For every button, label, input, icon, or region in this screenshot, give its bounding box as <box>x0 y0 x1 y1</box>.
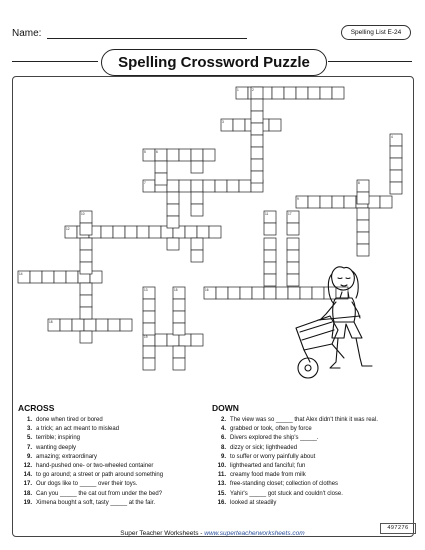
crossword-cell[interactable] <box>80 223 92 235</box>
crossword-cell[interactable] <box>357 192 369 204</box>
crossword-cell[interactable] <box>173 323 185 335</box>
clue-text: The view was so _____ that Alex didn't think it was real. <box>230 417 378 423</box>
crossword-cell[interactable] <box>296 87 308 99</box>
clue-number-label: 11 <box>265 212 269 216</box>
crossword-cell[interactable] <box>167 149 179 161</box>
crossword-cell[interactable] <box>80 250 92 262</box>
crossword-cell[interactable] <box>251 111 263 123</box>
crossword-cell[interactable] <box>228 287 240 299</box>
down-heading: DOWN <box>212 403 239 413</box>
clue-number-label: 13 <box>144 288 148 292</box>
crossword-cell[interactable] <box>72 319 84 331</box>
crossword-cell[interactable] <box>380 196 392 208</box>
clue-text: wanting deeply <box>36 444 77 451</box>
girl-pushing-wheelbarrow-illustration <box>286 258 396 388</box>
crossword-cell[interactable] <box>215 180 227 192</box>
clue-number-label: 17 <box>288 212 292 216</box>
crossword-cell[interactable] <box>203 180 215 192</box>
crossword-cell[interactable] <box>137 226 149 238</box>
crossword-cell[interactable] <box>84 319 96 331</box>
crossword-cell[interactable] <box>113 226 125 238</box>
crossword-cell[interactable] <box>173 299 185 311</box>
clue-number: 10. <box>217 463 226 470</box>
crossword-cell[interactable] <box>320 87 332 99</box>
across-clue <box>18 425 163 434</box>
clue-text: grabbed or took, often by force <box>230 426 312 433</box>
crossword-cell[interactable] <box>308 196 320 208</box>
clue-text: dizzy or sick; lightheaded <box>230 444 298 451</box>
crossword-cell[interactable] <box>390 146 402 158</box>
crossword-cell[interactable] <box>203 149 215 161</box>
clue-number-label: 1 <box>237 88 239 92</box>
clue-number: 6. <box>220 435 226 442</box>
crossword-cell[interactable] <box>167 204 179 216</box>
down-clue <box>212 416 378 425</box>
crossword-cell[interactable] <box>191 180 203 192</box>
crossword-cell[interactable] <box>149 226 161 238</box>
crossword-cell[interactable] <box>251 123 263 135</box>
clue-number: 1. <box>26 417 32 423</box>
name-label: Name: <box>12 28 42 39</box>
crossword-cell[interactable] <box>179 180 191 192</box>
footer <box>0 530 425 537</box>
crossword-cell[interactable] <box>251 159 263 171</box>
crossword-cell[interactable] <box>101 226 113 238</box>
crossword-cell[interactable] <box>227 180 239 192</box>
across-clue <box>18 453 163 462</box>
crossword-cell[interactable] <box>167 192 179 204</box>
clue-text: Our dogs like to _____ over their toys. <box>36 481 138 488</box>
crossword-cell[interactable] <box>233 119 245 131</box>
crossword-cell[interactable] <box>30 271 42 283</box>
crossword-cell[interactable] <box>167 180 179 192</box>
down-clue <box>212 425 378 434</box>
clue-number-label: 16 <box>205 288 209 292</box>
clue-number: 12. <box>23 463 32 470</box>
crossword-cell[interactable] <box>368 196 380 208</box>
clue-number-label: 9 <box>297 197 299 201</box>
crossword-cell[interactable] <box>191 238 203 250</box>
crossword-cell[interactable] <box>269 119 281 131</box>
across-clue <box>18 499 163 508</box>
crossword-cell[interactable] <box>173 311 185 323</box>
down-clue <box>212 434 378 443</box>
crossword-cell[interactable] <box>191 149 203 161</box>
crossword-cell[interactable] <box>143 299 155 311</box>
clue-number: 15. <box>217 490 226 497</box>
crossword-cell[interactable] <box>143 358 155 370</box>
clue-number-label: 4 <box>391 135 393 139</box>
clue-number-label: 19 <box>144 335 148 339</box>
crossword-cell[interactable] <box>143 346 155 358</box>
clue-number: 2. <box>220 417 226 423</box>
clue-text: to suffer or worry painfully about <box>230 453 316 460</box>
across-clue <box>18 434 163 443</box>
clue-text: Ximena bought a soft, tasty _____ at the fair. <box>36 499 156 506</box>
crossword-cell[interactable] <box>308 87 320 99</box>
clue-number-label: 18 <box>49 320 53 324</box>
crossword-cell[interactable] <box>287 238 299 250</box>
clue-text: to go around; a street or path around something <box>36 472 164 479</box>
crossword-cell[interactable] <box>60 319 72 331</box>
crossword-cell[interactable] <box>191 161 203 173</box>
crossword-cell[interactable] <box>173 358 185 370</box>
crossword-cell[interactable] <box>80 295 92 307</box>
page-title: Spelling Crossword Puzzle <box>101 49 327 76</box>
crossword-cell[interactable] <box>287 223 299 235</box>
crossword-cell[interactable] <box>251 135 263 147</box>
footer-brand: Super Teacher Worksheets <box>120 530 199 537</box>
crossword-cell[interactable] <box>357 232 369 244</box>
across-clue <box>18 490 163 499</box>
crossword-cell[interactable] <box>240 287 252 299</box>
clue-text: Can you _____ the cat out from under the bed? <box>36 490 163 497</box>
footer-url-link[interactable]: www.superteacherworksheets.com <box>204 530 305 537</box>
crossword-cell[interactable] <box>80 307 92 319</box>
clue-text: free-standing closet; collection of clothes <box>230 481 339 488</box>
clue-number: 17. <box>23 481 32 488</box>
crossword-cell[interactable] <box>80 238 92 250</box>
crossword-cell[interactable] <box>143 311 155 323</box>
crossword-cell[interactable] <box>191 192 203 204</box>
crossword-cell[interactable] <box>251 171 263 183</box>
crossword-cell[interactable] <box>54 271 66 283</box>
clue-number: 16. <box>217 499 226 506</box>
clue-number-label: 15 <box>174 288 178 292</box>
crossword-cell[interactable] <box>357 220 369 232</box>
crossword-cell[interactable] <box>332 87 344 99</box>
crossword-cell[interactable] <box>390 182 402 194</box>
down-clue <box>212 490 378 499</box>
clue-text: amazing; extraordinary <box>36 453 98 460</box>
clue-number-label: 14 <box>19 272 23 276</box>
crossword-cell[interactable] <box>320 196 332 208</box>
clue-number-label: 3 <box>222 120 224 124</box>
clue-number: 14. <box>23 472 32 479</box>
crossword-cell[interactable] <box>191 250 203 262</box>
crossword-cell[interactable] <box>191 204 203 216</box>
clue-number: 5. <box>26 435 32 442</box>
down-clue-list <box>212 416 378 508</box>
across-clue <box>18 462 163 471</box>
crossword-cell[interactable] <box>167 238 179 250</box>
clue-text: creamy food made from milk <box>230 472 306 479</box>
crossword-cell[interactable] <box>357 208 369 220</box>
clue-number: 9. <box>220 453 226 460</box>
crossword-cell[interactable] <box>264 223 276 235</box>
clue-number: 3. <box>26 426 32 433</box>
clue-number: 18. <box>23 490 32 497</box>
crossword-cell[interactable] <box>155 173 167 185</box>
down-clue <box>212 444 378 453</box>
clue-text: looked at steadily <box>230 499 277 506</box>
clue-number: 7. <box>26 444 32 451</box>
crossword-cell[interactable] <box>272 87 284 99</box>
clue-text: Yahir's _____ got stuck and couldn't close. <box>230 490 343 497</box>
clue-number-label: 2 <box>252 88 254 92</box>
down-clue <box>212 499 378 508</box>
crossword-cell[interactable] <box>179 334 191 346</box>
crossword-cell[interactable] <box>167 216 179 228</box>
crossword-cell[interactable] <box>80 331 92 343</box>
crossword-cell[interactable] <box>264 250 276 262</box>
crossword-cell[interactable] <box>216 287 228 299</box>
footer-separator: - <box>198 530 205 537</box>
crossword-cell[interactable] <box>264 287 276 299</box>
crossword-cell[interactable] <box>173 346 185 358</box>
clue-number-label: 7 <box>144 181 146 185</box>
clue-number-label: 12 <box>66 227 70 231</box>
crossword-cell[interactable] <box>191 334 203 346</box>
crossword-cell[interactable] <box>344 196 356 208</box>
clue-number-label: 5 <box>144 150 146 154</box>
across-clue <box>18 444 163 453</box>
across-clue <box>18 480 163 489</box>
crossword-cell[interactable] <box>239 180 251 192</box>
clue-number: 8. <box>220 444 226 451</box>
down-clue <box>212 462 378 471</box>
clue-number: 11. <box>217 472 226 479</box>
clue-text: Divers explored the ship's _____. <box>230 435 319 442</box>
crossword-cell[interactable] <box>42 271 54 283</box>
crossword-cell[interactable] <box>66 271 78 283</box>
across-clue <box>18 471 163 480</box>
crossword-cell[interactable] <box>179 149 191 161</box>
crossword-cell[interactable] <box>390 158 402 170</box>
crossword-cell[interactable] <box>80 283 92 295</box>
down-clue <box>212 453 378 462</box>
crossword-cell[interactable] <box>209 226 221 238</box>
clue-text: done when tired or bored <box>36 417 103 423</box>
crossword-cell[interactable] <box>252 287 264 299</box>
crossword-cell[interactable] <box>251 99 263 111</box>
down-clue <box>212 471 378 480</box>
down-clue <box>212 480 378 489</box>
clue-text: a trick; an act meant to mislead <box>36 426 120 433</box>
clue-number-label: 8 <box>358 181 360 185</box>
crossword-cell[interactable] <box>80 262 92 274</box>
crossword-cell[interactable] <box>197 226 209 238</box>
crossword-cell[interactable] <box>185 226 197 238</box>
crossword-cell[interactable] <box>264 238 276 250</box>
crossword-cell[interactable] <box>332 196 344 208</box>
clue-text: lighthearted and fanciful; fun <box>230 463 306 470</box>
crossword-cell[interactable] <box>96 319 108 331</box>
crossword-cell[interactable] <box>155 334 167 346</box>
crossword-cell[interactable] <box>390 170 402 182</box>
across-clue <box>18 416 163 425</box>
crossword-cell[interactable] <box>251 147 263 159</box>
clue-number: 9. <box>26 453 32 460</box>
crossword-cell[interactable] <box>167 334 179 346</box>
crossword-cell[interactable] <box>155 161 167 173</box>
clue-number-label: 10 <box>81 212 85 216</box>
spelling-list-badge: Spelling List E-24 <box>341 25 411 40</box>
clue-number: 13. <box>217 481 226 488</box>
crossword-cell[interactable] <box>357 244 369 256</box>
worksheet-code: 497276 <box>380 523 416 534</box>
clue-text: hand-pushed one- or two-wheeled container <box>36 463 154 470</box>
clue-number: 19. <box>23 499 32 506</box>
crossword-cell[interactable] <box>120 319 132 331</box>
clue-text: terrible; inspiring <box>36 435 81 442</box>
across-heading: ACROSS <box>18 403 55 413</box>
crossword-cell[interactable] <box>264 262 276 274</box>
crossword-cell[interactable] <box>108 319 120 331</box>
crossword-cell[interactable] <box>264 274 276 286</box>
clue-number-label: 6 <box>156 150 158 154</box>
clue-number: 4. <box>220 426 226 433</box>
crossword-cell[interactable] <box>125 226 137 238</box>
crossword-cell[interactable] <box>143 323 155 335</box>
across-clue-list <box>18 416 163 508</box>
crossword-cell[interactable] <box>284 87 296 99</box>
